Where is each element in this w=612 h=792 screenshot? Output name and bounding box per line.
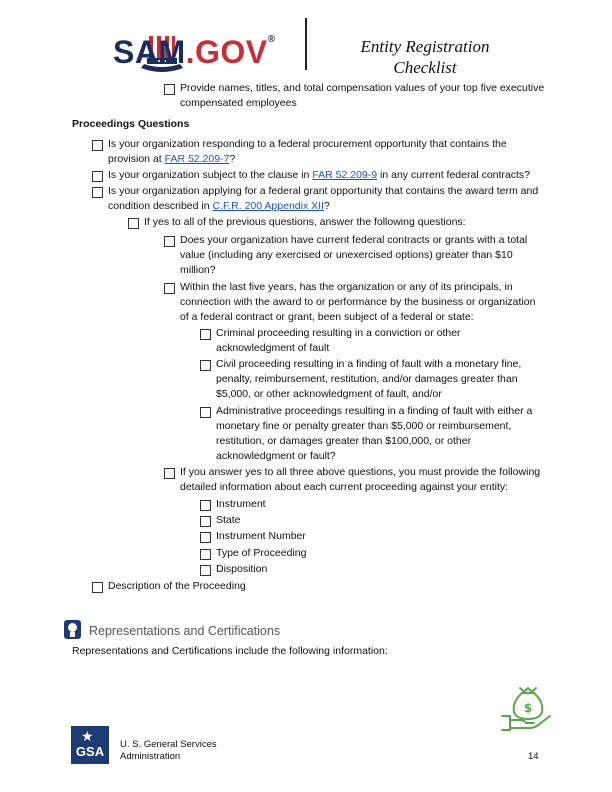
cfr-200-appendix-xii-link[interactable]: C.F.R. 200 Appendix XII [212, 200, 324, 212]
admin-line3: restitution, or damages greater than $100,000, or other [216, 435, 472, 447]
detail-disposition: Disposition [216, 563, 268, 575]
admin-line1: Administrative proceedings resulting in a finding of fault with either a [216, 405, 533, 417]
gsa-logo: ★ GSA [71, 726, 109, 764]
proceedings-heading: Proceedings Questions [72, 118, 190, 130]
document-title: Entity Registration Checklist [360, 37, 490, 77]
sub1-line2: value (including any exercised or unexercised options) greater than $10 [180, 249, 513, 261]
header-divider [305, 18, 307, 70]
checkbox-administrative-proceeding[interactable] [200, 407, 211, 418]
far-52-209-7-link[interactable]: FAR 52.209-7 [164, 153, 230, 165]
checkbox-q-far-52-209-7[interactable] [92, 140, 103, 151]
sub1-line1: Does your organization have current federal contracts or grants with a total [180, 234, 528, 246]
checkbox-provide-details[interactable] [164, 468, 175, 479]
svg-text:$: $ [523, 701, 533, 715]
reps-certs-body: Representations and Certifications include the following information: [72, 645, 388, 657]
checkbox-state[interactable] [200, 516, 211, 527]
checkbox-type-of-proceeding[interactable] [200, 549, 211, 560]
page-number: 14 [528, 751, 539, 762]
sub2-line3: of a federal contract or grant, been subject of a federal or state: [180, 311, 474, 323]
sub2-line1: Within the last five years, has the organization or any of its principals, in [180, 281, 513, 293]
description-of-proceeding: Description of the Proceeding [108, 580, 246, 592]
sub3-line2: detailed information about each current proceeding against your entity: [180, 481, 509, 493]
admin-line4: acknowledgment or fault? [216, 450, 336, 462]
checkbox-executive-compensation[interactable] [164, 84, 175, 95]
checkbox-instrument-number[interactable] [200, 532, 211, 543]
money-bag-hand-icon [500, 682, 554, 732]
criminal-line2: acknowledgment of fault [216, 342, 330, 354]
sam-logo-text: SAM.GOV® [113, 34, 276, 70]
q1-line1: Is your organization responding to a federal procurement opportunity that contains the [108, 138, 507, 150]
detail-state: State [216, 514, 241, 526]
checkbox-q-far-52-209-9[interactable] [92, 171, 103, 182]
q3-line1: Is your organization applying for a federal grant opportunity that contains the award term and [108, 185, 539, 197]
checkbox-civil-proceeding[interactable] [200, 360, 211, 371]
checkbox-total-value[interactable] [164, 236, 175, 247]
civil-line2: penalty, reimbursement, restitution, and/or damages greater than [216, 373, 518, 385]
detail-instrument-number: Instrument Number [216, 530, 306, 542]
q3-line2: condition described in C.F.R. 200 Appendix XII? [108, 200, 330, 212]
far-52-209-9-link[interactable]: FAR 52.209-9 [312, 169, 378, 181]
q2-line: Is your organization subject to the clause in FAR 52.209-9 in any current federal contracts? [108, 169, 531, 181]
admin-line2: monetary fine or penalty greater than $5,000 or reimbursement, [216, 420, 512, 432]
certificate-ribbon-icon [64, 620, 81, 639]
checkbox-criminal-proceeding[interactable] [200, 329, 211, 340]
if-yes-line: If yes to all of the previous questions, answer the following questions: [144, 216, 466, 228]
executive-compensation-line1: Provide names, titles, and total compensation values of your top five executive [180, 82, 545, 94]
checkbox-instrument[interactable] [200, 500, 211, 511]
checkbox-disposition[interactable] [200, 565, 211, 576]
criminal-line1: Criminal proceeding resulting in a conviction or other [216, 327, 461, 339]
reps-certs-heading: Representations and Certifications [89, 624, 281, 638]
detail-instrument: Instrument [216, 498, 266, 510]
sub3-line1: If you answer yes to all three above questions, you must provide the following [180, 466, 541, 478]
checkbox-q-cfr-200[interactable] [92, 187, 103, 198]
detail-type-of-proceeding: Type of Proceeding [216, 547, 307, 559]
sub1-line3: million? [180, 264, 216, 276]
checkbox-last-five-years[interactable] [164, 283, 175, 294]
footer-agency: U. S. General Services Administration [120, 739, 217, 762]
q1-line2: provision at FAR 52.209-7? [108, 153, 236, 165]
checkbox-description-of-proceeding[interactable] [92, 582, 103, 593]
civil-line1: Civil proceeding resulting in a finding of fault with a monetary fine, [216, 358, 522, 370]
sub2-line2: connection with the award to or performance by the business or organization [180, 296, 536, 308]
checkbox-if-yes[interactable] [128, 218, 139, 229]
executive-compensation-line2: compensated employees [180, 97, 297, 109]
sam-logo-dotgov: .GOV [185, 34, 268, 70]
civil-line3: $5,000, or other acknowledgment of fault, and/or [216, 388, 442, 400]
